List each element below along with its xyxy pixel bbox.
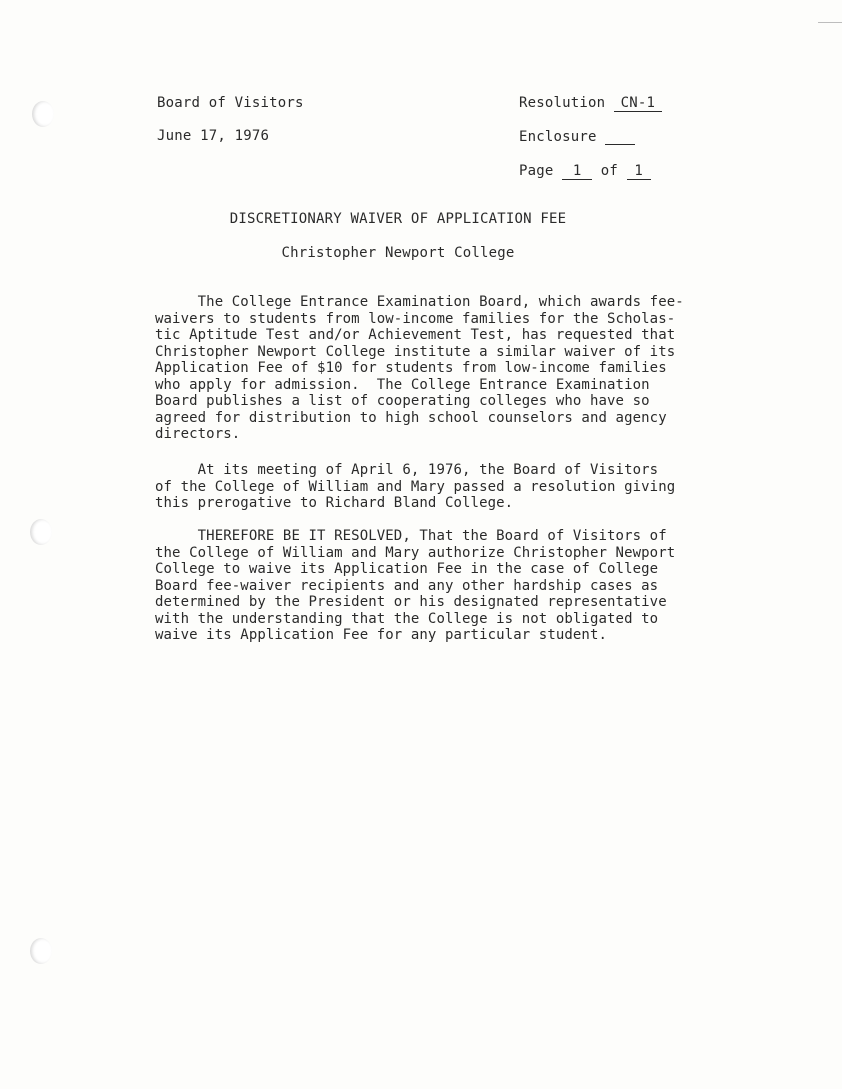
paragraph-line: the College of William and Mary authorize Christopher Newport bbox=[155, 544, 676, 561]
enclosure-label: Enclosure bbox=[519, 129, 597, 145]
paragraph-line: Board fee-waiver recipients and any other hardship cases as bbox=[155, 577, 659, 594]
page-count-line bbox=[519, 163, 651, 180]
paragraph-line: THEREFORE BE IT RESOLVED, That the Board of Visitors of bbox=[155, 528, 667, 544]
paragraph-line: agreed for distribution to high school counselors and agency bbox=[155, 409, 667, 426]
paragraph-line: Board publishes a list of cooperating colleges who have so bbox=[155, 393, 650, 409]
enclosure-line bbox=[519, 129, 635, 145]
paragraph-line: Christopher Newport College institute a similar waiver of its bbox=[155, 343, 676, 360]
paragraph-line: with the understanding that the College is not obligated to bbox=[155, 610, 659, 627]
resolution-line bbox=[519, 95, 662, 112]
page-label: Page bbox=[519, 163, 554, 179]
paragraph-line: determined by the President or his designated representative bbox=[155, 594, 667, 610]
paragraph-line: At its meeting of April 6, 1976, the Board of Visitors bbox=[155, 462, 659, 478]
document-title: DISCRETIONARY WAIVER OF APPLICATION FEE bbox=[229, 211, 567, 227]
resolution-label: Resolution bbox=[519, 95, 606, 111]
college-subtitle: Christopher Newport College bbox=[281, 245, 515, 261]
paragraph-line: Application Fee of $10 for students from low-income families bbox=[155, 360, 667, 376]
document-date: June 17, 1976 bbox=[157, 128, 270, 144]
paragraph-line: The College Entrance Examination Board, which awards fee- bbox=[155, 294, 684, 310]
punch-hole-top bbox=[32, 101, 54, 127]
paragraph-intro bbox=[155, 294, 695, 443]
page-of-label: of bbox=[600, 163, 619, 179]
paragraph-line: College to waive its Application Fee in the case of College bbox=[155, 561, 659, 577]
paragraph-meeting bbox=[155, 462, 695, 512]
paragraph-line: tic Aptitude Test and/or Achievement Test, has requested that bbox=[155, 327, 676, 343]
paragraph-line: this prerogative to Richard Bland College. bbox=[155, 495, 514, 511]
paragraph-line: of the College of William and Mary passed a resolution giving bbox=[155, 478, 676, 495]
page-total: 1 bbox=[627, 163, 651, 180]
paragraph-line: waive its Application Fee for any particular student. bbox=[155, 627, 608, 643]
paragraph-line: waivers to students from low-income families for the Scholas- bbox=[155, 310, 676, 327]
punch-hole-middle bbox=[30, 519, 52, 545]
resolution-number: CN-1 bbox=[614, 95, 662, 112]
punch-hole-bottom bbox=[30, 938, 52, 964]
page-number: 1 bbox=[562, 163, 592, 180]
paragraph-line: who apply for admission. The College Entrance Examination bbox=[155, 376, 650, 393]
enclosure-blank bbox=[605, 129, 635, 145]
paragraph-resolution bbox=[155, 528, 695, 644]
paragraph-line: directors. bbox=[155, 426, 241, 442]
page-edge-mark bbox=[818, 22, 842, 23]
board-name: Board of Visitors bbox=[157, 95, 304, 111]
